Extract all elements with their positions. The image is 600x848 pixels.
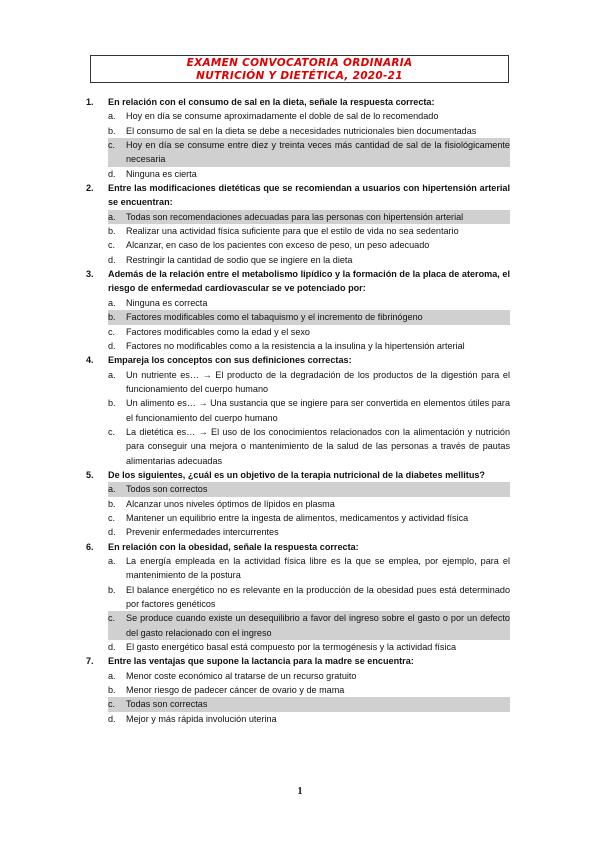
option-letter: a.	[108, 111, 116, 122]
option-text: Prevenir enfermedades intercurrentes	[126, 527, 279, 538]
question-text: En relación con la obesidad, señale la respuesta correcta:	[108, 541, 359, 552]
option-text: Ninguna es correcta	[126, 297, 208, 308]
option-letter: b.	[108, 312, 116, 323]
question-number: 2.	[86, 183, 94, 194]
option-d	[108, 712, 510, 726]
option-letter: b.	[108, 685, 116, 696]
option-text: Menor riesgo de padecer cáncer de ovario y de mama	[126, 685, 345, 696]
option-c-highlighted	[108, 697, 510, 711]
option-text: El consumo de sal en la dieta se debe a necesidades nutricionales bien documentadas	[126, 125, 477, 136]
option-letter: d.	[108, 168, 116, 179]
question-number: 3.	[86, 269, 94, 280]
question-list	[86, 95, 510, 726]
option-letter: d.	[108, 254, 116, 265]
option-b	[108, 583, 510, 612]
option-b	[108, 396, 510, 425]
question-2	[86, 181, 510, 267]
option-text: Todas son recomendaciones adecuadas para las personas con hipertensión arterial	[126, 211, 464, 222]
question-1	[86, 95, 510, 181]
option-letter: a.	[108, 670, 116, 681]
question-text: Empareja los conceptos con sus definiciones correctas:	[108, 355, 352, 366]
option-text: Un nutriente es… → El producto de la degradación de los productos de la digestión para el funcionamiento del cuerpo humano	[126, 369, 510, 394]
option-text: Mejor y más rápida involución uterina	[126, 713, 277, 724]
option-b	[108, 224, 510, 238]
option-letter: a.	[108, 369, 116, 380]
question-7	[86, 654, 510, 726]
option-letter: a.	[108, 211, 116, 222]
option-b	[108, 683, 510, 697]
option-letter: b.	[108, 226, 116, 237]
option-text: Todos son correctos	[126, 484, 208, 495]
option-text: Realizar una actividad física suficiente para que el estilo de vida no sea sedentario	[126, 226, 459, 237]
question-number: 5.	[86, 469, 94, 480]
question-number: 6.	[86, 541, 94, 552]
page-number: 1	[297, 786, 303, 797]
option-c	[108, 325, 510, 339]
option-text: Hoy en día se consume entre diez y treinta veces más cantidad de sal de la fisiológicamente necesaria	[126, 140, 510, 165]
question-number: 4.	[86, 355, 94, 366]
option-letter: c.	[108, 140, 116, 151]
exam-title-line2: NUTRICIÓN Y DIETÉTICA, 2020-21	[196, 70, 403, 82]
option-text: Menor coste económico al tratarse de un recurso gratuito	[126, 670, 357, 681]
option-a	[108, 554, 510, 583]
question-5	[86, 468, 510, 540]
option-b	[108, 124, 510, 138]
option-letter: a.	[108, 297, 116, 308]
option-c	[108, 425, 510, 468]
option-text: Factores modificables como la edad y el sexo	[126, 326, 310, 337]
option-text: El balance energético no es relevante en la producción de la obesidad pues está determinado por factores genéticos	[126, 584, 510, 610]
option-text: Un alimento es… → Una sustancia que se ingiere para ser convertida en elementos útiles para el funcionamiento del cuerpo humano	[126, 398, 510, 423]
option-letter: b.	[108, 398, 116, 409]
option-d	[108, 167, 510, 181]
option-a-highlighted	[108, 482, 510, 496]
option-letter: d.	[108, 340, 116, 351]
option-a	[108, 296, 510, 310]
question-text: Entre las modificaciones dietéticas que se recomiendan a usuarios con hipertensión arterial se encuentran:	[108, 183, 510, 208]
exam-title-line1: EXAMEN CONVOCATORIA ORDINARIA	[186, 57, 413, 69]
option-text: Restringir la cantidad de sodio que se ingiere en la dieta	[126, 254, 353, 265]
option-letter: c.	[108, 512, 116, 523]
question-text: Además de la relación entre el metabolismo lipídico y la formación de la placa de ateroma, el riesgo de enfermedad cardiovascular se ve potenciado por:	[108, 269, 510, 294]
question-number: 7.	[86, 656, 94, 667]
option-letter: c.	[108, 240, 116, 251]
question-text: De los siguientes, ¿cuál es un objetivo de la terapia nutricional de la diabetes mellitus?	[108, 469, 485, 480]
option-text: Factores modificables como el tabaquismo y el incremento de fibrinógeno	[126, 312, 423, 323]
option-letter: a.	[108, 484, 116, 495]
option-letter: c.	[108, 326, 116, 337]
question-number: 1.	[86, 97, 94, 107]
option-letter: d.	[108, 642, 116, 653]
option-letter: c.	[108, 613, 116, 624]
option-a	[108, 109, 510, 123]
option-text: Mantener un equilibrio entre la ingesta de alimentos, medicamentos y actividad física	[126, 512, 469, 523]
option-text: Todas son correctas	[126, 699, 208, 710]
option-d	[108, 525, 510, 539]
option-a	[108, 368, 510, 397]
option-letter: d.	[108, 527, 116, 538]
question-6	[86, 540, 510, 655]
option-a	[108, 669, 510, 683]
option-text: Alcanzar, en caso de los pacientes con exceso de peso, un peso adecuado	[126, 240, 430, 251]
option-text: La dietética es… → El uso de los conocimientos relacionados con la alimentación y nutrición para conseguir una mejora o mantenimiento de la salud de las personas a través de pautas alimentarias adecuadas	[126, 426, 510, 466]
option-text: Hoy en día se consume aproximadamente el doble de sal de lo recomendado	[126, 111, 439, 122]
option-b-highlighted	[108, 310, 510, 324]
option-text: El gasto energético basal está compuesto por la termogénesis y la actividad física	[126, 642, 457, 653]
option-letter: a.	[108, 556, 116, 566]
option-letter: d.	[108, 713, 116, 724]
option-c	[108, 238, 510, 252]
option-c-highlighted	[108, 138, 510, 167]
option-text: Se produce cuando existe un desequilibrio a favor del ingreso sobre el gasto o por un defecto del gasto relacionado con el ingreso	[126, 613, 510, 638]
option-a-highlighted	[108, 210, 510, 224]
exam-title-box	[90, 55, 509, 83]
option-text: La energía empleada en la actividad física libre es la que se emplea, por ejemplo, para el mantenimiento de la postura	[126, 556, 510, 581]
question-3	[86, 267, 510, 353]
option-c	[108, 511, 510, 525]
option-d	[108, 640, 510, 654]
option-text: Factores no modificables como a la resistencia a la insulina y la hipertensión arterial	[126, 340, 465, 351]
option-text: Alcanzar unos niveles óptimos de lípidos en plasma	[126, 498, 335, 509]
question-text: En relación con el consumo de sal en la dieta, señale la respuesta correcta:	[108, 97, 435, 107]
option-letter: c.	[108, 426, 116, 437]
option-letter: b.	[108, 125, 116, 136]
option-c-highlighted	[108, 611, 510, 640]
option-text: Ninguna es cierta	[126, 168, 197, 179]
option-d	[108, 339, 510, 353]
option-letter: b.	[108, 498, 116, 509]
option-letter: c.	[108, 699, 116, 710]
option-d	[108, 253, 510, 267]
option-b	[108, 497, 510, 511]
question-4	[86, 353, 510, 468]
question-text: Entre las ventajas que supone la lactancia para la madre se encuentra:	[108, 656, 414, 667]
option-letter: b.	[108, 584, 116, 595]
